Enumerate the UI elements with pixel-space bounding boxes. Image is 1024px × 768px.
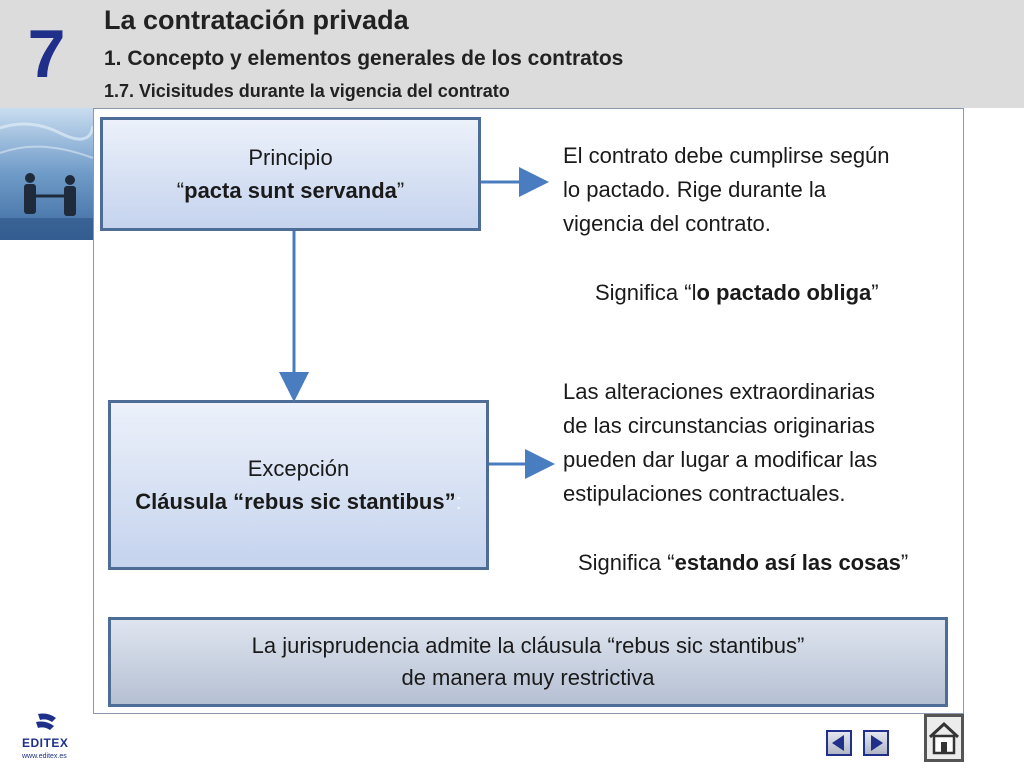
- jurisprudence-box: [108, 617, 948, 707]
- logo-text: EDITEX: [22, 736, 69, 750]
- home-button[interactable]: [924, 714, 964, 762]
- jurisprudence-line: La jurisprudencia admite la cláusula “rebus sic stantibus”: [251, 633, 805, 658]
- open-quote: “: [176, 178, 185, 203]
- meaning-prefix: Significa “: [578, 550, 675, 575]
- jurisprudence-line: de manera muy restrictiva: [401, 665, 655, 690]
- principle-desc-line: vigencia del contrato.: [563, 211, 771, 236]
- close-quote: ”: [396, 178, 405, 203]
- meaning-suffix: ”: [900, 550, 909, 575]
- meaning-bold: o pactado obliga: [696, 280, 872, 305]
- exception-colon: :: [455, 489, 462, 514]
- exception-name-bold: Cláusula “rebus sic stantibus”: [135, 489, 456, 514]
- previous-button[interactable]: [826, 730, 852, 756]
- section-title: 1.7. Vicisitudes durante la vigencia del contrato: [104, 81, 510, 101]
- page-subtitle: 1. Concepto y elementos generales de los contratos: [104, 47, 624, 70]
- page-title: La contratación privada: [104, 5, 409, 35]
- meaning-suffix: ”: [871, 280, 879, 305]
- triangle-right-icon: [865, 732, 887, 754]
- principle-desc-line: lo pactado. Rige durante la: [563, 177, 826, 202]
- exception-desc-line: estipulaciones contractuales.: [563, 481, 846, 506]
- meaning-prefix: Significa “l: [595, 280, 697, 305]
- exception-description: [563, 375, 877, 511]
- principle-description: [563, 139, 890, 241]
- exception-meaning: [578, 546, 908, 580]
- exception-desc-line: de las circunstancias originarias: [563, 413, 875, 438]
- logo-url: www.editex.es: [22, 753, 67, 760]
- principle-meaning: [595, 276, 879, 310]
- next-button[interactable]: [863, 730, 889, 756]
- home-icon: [927, 717, 961, 759]
- principle-name-bold: pacta sunt servanda: [184, 178, 397, 203]
- meaning-bold: estando así las cosas: [674, 550, 901, 575]
- chapter-number: 7: [27, 16, 66, 92]
- principle-desc-line: El contrato debe cumplirse según: [563, 143, 890, 168]
- exception-label: Excepción: [247, 456, 350, 481]
- principle-label: Principio: [248, 145, 333, 170]
- exception-desc-line: Las alteraciones extraordinarias: [563, 379, 875, 404]
- triangle-left-icon: [828, 732, 850, 754]
- exception-desc-line: pueden dar lugar a modificar las: [563, 447, 878, 472]
